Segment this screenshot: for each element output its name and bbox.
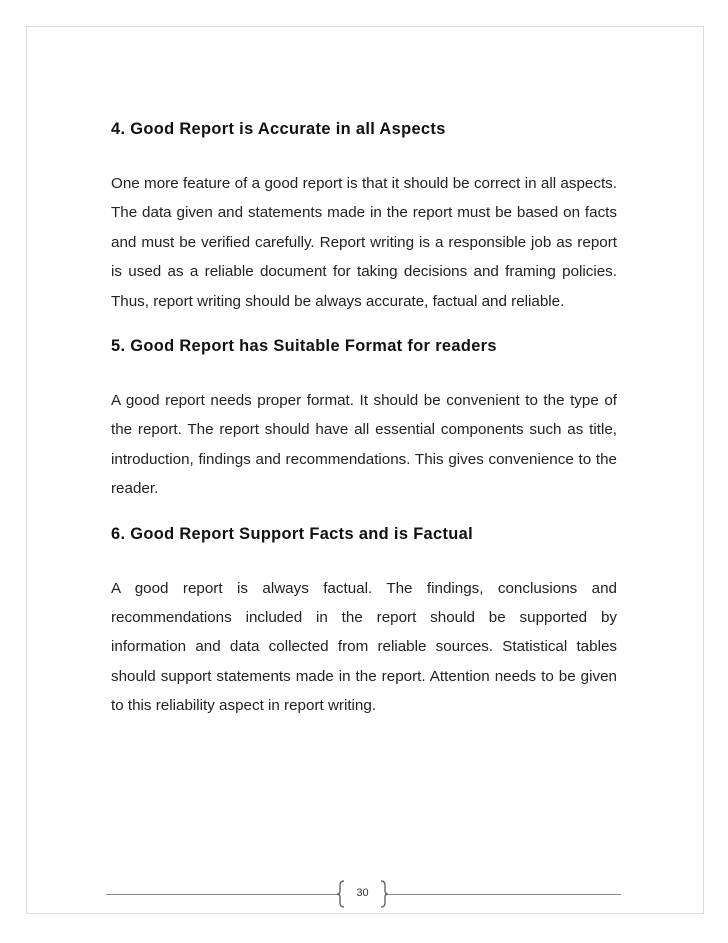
section-heading-factual: 6. Good Report Support Facts and is Factual: [111, 524, 474, 543]
section-body-factual: A good report is always factual. The findings, conclusions and recommendations included in the report should be supported by information and data collected from reliable sources. Statistical tables should support statements made in the report. Attention needs to be given to this reliability aspect in report writing.: [111, 579, 617, 715]
section-heading-accurate: 4. Good Report is Accurate in all Aspects: [111, 120, 446, 138]
section-body-accurate: One more feature of a good report is that it should be correct in all aspects. The data given and statements made in the report must be based on facts and must be verified carefully. Report writing is a responsible job as report is used as a reliable document for taking decisions and framing policies. Thus, report writing should be always accurate, factual and reliable.: [111, 175, 617, 310]
document-body: [111, 114, 617, 736]
footer-rule-left: [106, 894, 340, 895]
section-body-format: A good report needs proper format. It should be convenient to the type of the report. The report should have all essential components such as title, introduction, findings and recommendations. This gives convenience to the reader.: [111, 392, 617, 498]
left-brace-icon: [336, 880, 346, 908]
section-heading-format: 5. Good Report has Suitable Format for readers: [111, 337, 497, 356]
right-brace-icon: [379, 880, 389, 908]
footer-rule-right: [388, 894, 621, 895]
page-number: 30: [356, 887, 369, 899]
